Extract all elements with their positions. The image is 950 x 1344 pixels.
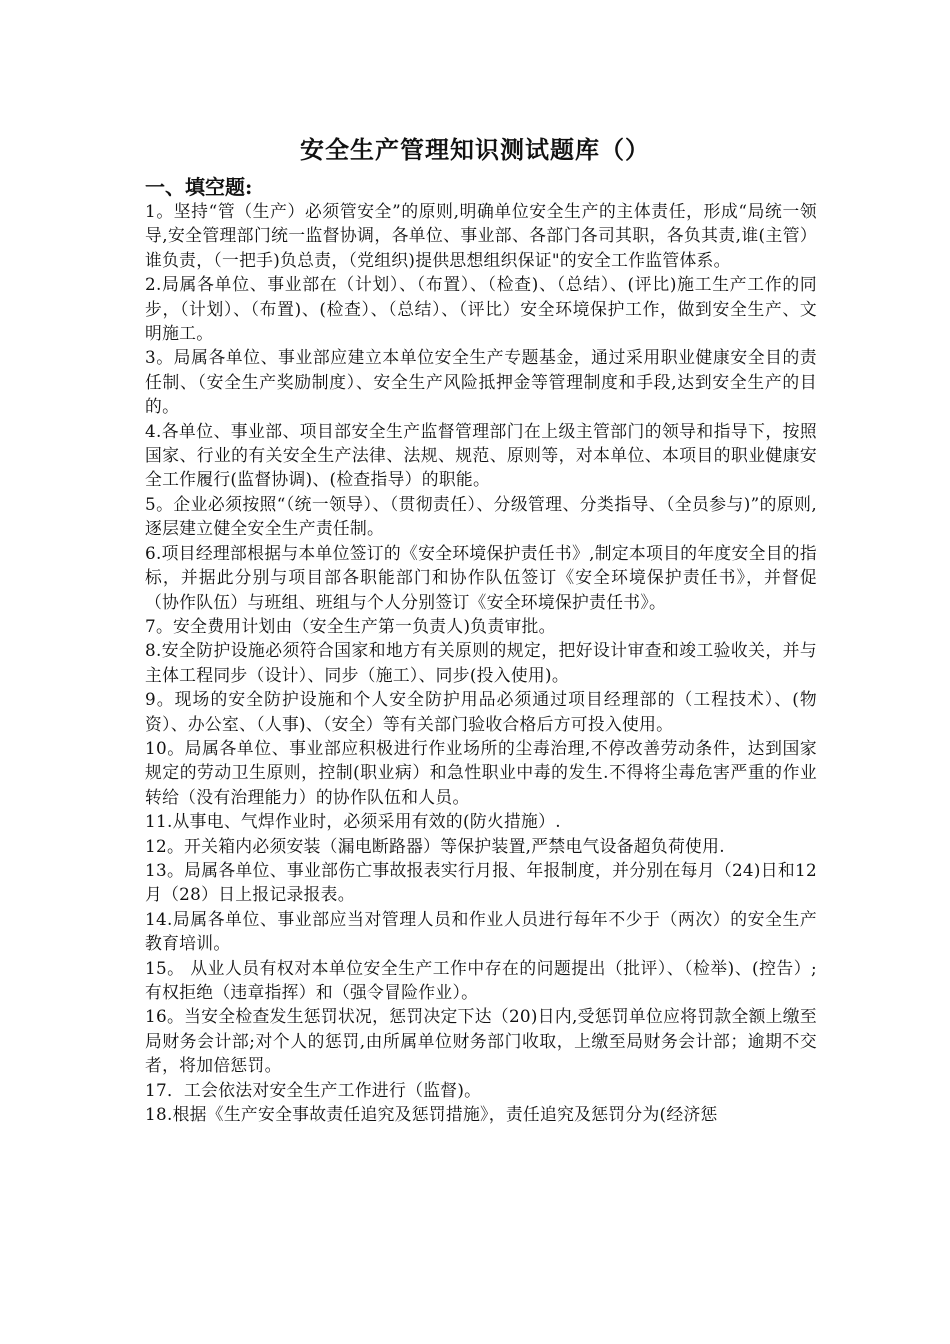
question-item: 13。局属各单位、事业部伤亡事故报表实行月报、年报制度，并分别在每月（24)日和12月（28）日上报记录报表。 bbox=[145, 859, 817, 905]
question-item: 3。局属各单位、事业部应建立本单位安全生产专题基金，通过采用职业健康安全目的责任制、（安全生产奖励制度）、安全生产风险抵押金等管理制度和手段,达到安全生产的目的。 bbox=[145, 347, 817, 417]
question-item: 6.项目经理部根据与本单位签订的《安全环境保护责任书》,制定本项目的年度安全目的指标，并据此分别与项目部各职能部门和协作队伍签订《安全环境保护责任书》，并督促（协作队伍）与班组、班组与个人分别签订《安全环境保护责任书》。 bbox=[145, 542, 817, 612]
question-item: 12。开关箱内必须安装（漏电断路器）等保护装置,严禁电气设备超负荷使用. bbox=[145, 835, 725, 856]
section-heading: 一、填空题: bbox=[145, 175, 253, 199]
question-item: 16。当安全检查发生惩罚状况，惩罚决定下达（20)日内,受惩罚单位应将罚款全额上缴至局财务会计部;对个人的惩罚,由所属单位财务部门收取，上缴至局财务会计部；逾期不交者，将加倍惩罚。 bbox=[145, 1006, 817, 1076]
question-item: 17．工会依法对安全生产工作进行（监督)。 bbox=[145, 1079, 482, 1100]
question-item: 9。现场的安全防护设施和个人安全防护用品必须通过项目经理部的（工程技术）、(物资）、办公室、（人事)、（安全）等有关部门验收合格后方可投入使用。 bbox=[145, 689, 817, 734]
question-item: 8.安全防护设施必须符合国家和地方有关原则的规定，把好设计审查和竣工验收关，并与主体工程同步（设计）、同步（施工）、同步(投入使用)。 bbox=[145, 640, 817, 685]
question-item: 7。安全费用计划由（安全生产第一负责人)负责审批。 bbox=[145, 615, 556, 636]
question-item: 11.从事电、气焊作业时，必须采用有效的(防火措施）. bbox=[145, 811, 561, 832]
question-item: 15。 从业人员有权对本单位安全生产工作中存在的问题提出（批评）、（检举)、(控告）;有权拒绝（违章指挥）和（强令冒险作业）。 bbox=[145, 957, 817, 1002]
question-item: 1。坚持“管（生产）必须管安全”的原则,明确单位安全生产的主体责任，形成“局统一领导,安全管理部门统一监督协调，各单位、事业部、各部门各司其职，各负其责,谁(主管）谁负责，（一把手)负总责，（党组织)提供思想组织保证"的安全工作监管体系。 bbox=[145, 201, 817, 270]
question-item: 14.局属各单位、事业部应当对管理人员和作业人员进行每年不少于（两次）的安全生产教育培训。 bbox=[145, 908, 817, 954]
question-item: 2.局属各单位、事业部在（计划）、（布置）、（检查)、（总结）、(评比)施工生产工作的同步，（计划）、（布置)、(检查）、（总结）、（评比）安全环境保护工作，做到安全生产、文明施工。 bbox=[145, 274, 817, 344]
question-item: 10。局属各单位、事业部应积极进行作业场所的尘毒治理,不停改善劳动条件，达到国家规定的劳动卫生原则，控制(职业病）和急性职业中毒的发生.不得将尘毒危害严重的作业转给（没有治理能力）的协作队伍和人员。 bbox=[145, 737, 817, 807]
question-list bbox=[145, 199, 817, 1126]
question-item: 5。企业必须按照“（统一领导）、（贯彻责任）、分级管理、分类指导、（全员参与)”的原则,逐层建立健全安全生产责任制。 bbox=[145, 493, 817, 539]
question-item: 18.根据《生产安全事故责任追究及惩罚措施》，责任追究及惩罚分为(经济惩 bbox=[145, 1104, 718, 1125]
document-title: 安全生产管理知识测试题库（） bbox=[300, 135, 650, 164]
question-item: 4.各单位、事业部、项目部安全生产监督管理部门在上级主管部门的领导和指导下，按照国家、行业的有关安全生产法律、法规、规范、原则等，对本单位、本项目的职业健康安全工作履行(监督协调)、(检查指导）的职能。 bbox=[145, 420, 817, 490]
